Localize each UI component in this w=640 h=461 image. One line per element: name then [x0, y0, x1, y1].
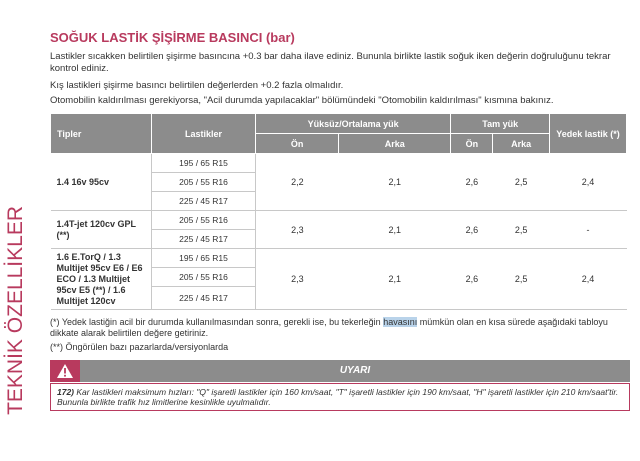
paragraph-towing: Otomobilin kaldırılması gerekiyorsa, "Acil durumda yapılacaklar" bölümündeki "Otomobilin kaldırılması" kısmına bakınız.	[50, 95, 554, 106]
full-front-value: 2,6	[451, 249, 493, 310]
header-light-front: Ön	[256, 134, 339, 154]
light-front-value: 2,3	[256, 249, 339, 310]
engine-type: 1.4 16v 95cv	[51, 154, 152, 211]
tire-size: 195 / 65 R15	[152, 249, 256, 268]
light-rear-value: 2,1	[339, 211, 451, 249]
warning-text: 172) Kar lastikleri maksimum hızları: "Q" işaretli lastikler için 160 km/saat, "T" işaretli lastikler için 190 km/saat, "H" işaretli lastikler için 210 km/saat'tir. Bununla birlikte trafik hız limitlerine kesinlikle uyulmalıdır.	[57, 387, 619, 407]
warning-header	[50, 360, 630, 382]
light-front-value: 2,3	[256, 211, 339, 249]
engine-type: 1.4T-jet 120cv GPL (**)	[51, 211, 152, 249]
tire-size: 195 / 65 R15	[152, 154, 256, 173]
full-front-value: 2,6	[451, 154, 493, 211]
footnote-markets: (**) Öngörülen bazı pazarlarda/versiyonlarda	[50, 342, 229, 352]
full-front-value: 2,6	[451, 211, 493, 249]
light-front-value: 2,2	[256, 154, 339, 211]
header-light-rear: Arka	[339, 134, 451, 154]
header-full-front: Ön	[451, 134, 493, 154]
table-row	[51, 154, 627, 173]
section-title: SOĞUK LASTİK ŞİŞİRME BASINCI (bar)	[50, 30, 295, 45]
warning-triangle-icon	[50, 360, 80, 382]
tire-size: 205 / 55 R16	[152, 268, 256, 287]
tire-size: 205 / 55 R16	[152, 211, 256, 230]
tire-size: 205 / 55 R16	[152, 173, 256, 192]
header-light-load: Yüksüz/Ortalama yük	[256, 114, 451, 134]
table-row	[51, 211, 627, 230]
header-spare: Yedek lastik (*)	[550, 114, 627, 154]
header-full-rear: Arka	[493, 134, 550, 154]
footnote-spare: (*) Yedek lastiğin acil bir durumda kullanılmasından sonra, gerekli ise, bu tekerleğin havasını mümkün olan en kısa sürede aşağıdaki tabloyu dikkate alarak belirtilen değere getiriniz.	[50, 317, 608, 338]
footnotes	[50, 317, 630, 353]
spare-value: -	[550, 211, 627, 249]
tire-size: 225 / 45 R17	[152, 192, 256, 211]
page-content	[50, 30, 630, 411]
paragraph-winter-tires: Kış lastikleri şişirme basıncı belirtilen değerlerden +0.2 fazla olmalıdır.	[50, 80, 344, 91]
header-full-load: Tam yük	[451, 114, 550, 134]
engine-type: 1.6 E.TorQ / 1.3 Multijet 95cv E6 / E6 ECO / 1.3 Multijet 95cv E5 (**) / 1.6 Multijet 120cv	[51, 249, 152, 310]
spare-value: 2,4	[550, 249, 627, 310]
tire-size: 225 / 45 R17	[152, 230, 256, 249]
warning-title: UYARI	[339, 365, 371, 376]
warning-box	[50, 383, 630, 411]
full-rear-value: 2,5	[493, 211, 550, 249]
highlighted-word: havasını	[383, 317, 418, 327]
header-tipler: Tipler	[51, 114, 152, 154]
header-lastikler: Lastikler	[152, 114, 256, 154]
spare-value: 2,4	[550, 154, 627, 211]
table-row	[51, 249, 627, 268]
light-rear-value: 2,1	[339, 249, 451, 310]
pressure-table	[50, 113, 627, 310]
full-rear-value: 2,5	[493, 154, 550, 211]
full-rear-value: 2,5	[493, 249, 550, 310]
tire-size: 225 / 45 R17	[152, 287, 256, 310]
paragraph-hot-tires: Lastikler sıcakken belirtilen şişirme basıncına +0.3 bar daha ilave ediniz. Bununla birlikte lastik soğuk iken değerin doğruluğunu tekrar kontrol ediniz.	[50, 51, 611, 74]
light-rear-value: 2,1	[339, 154, 451, 211]
side-section-label: TEKNİK ÖZELLİKLER	[4, 206, 27, 415]
